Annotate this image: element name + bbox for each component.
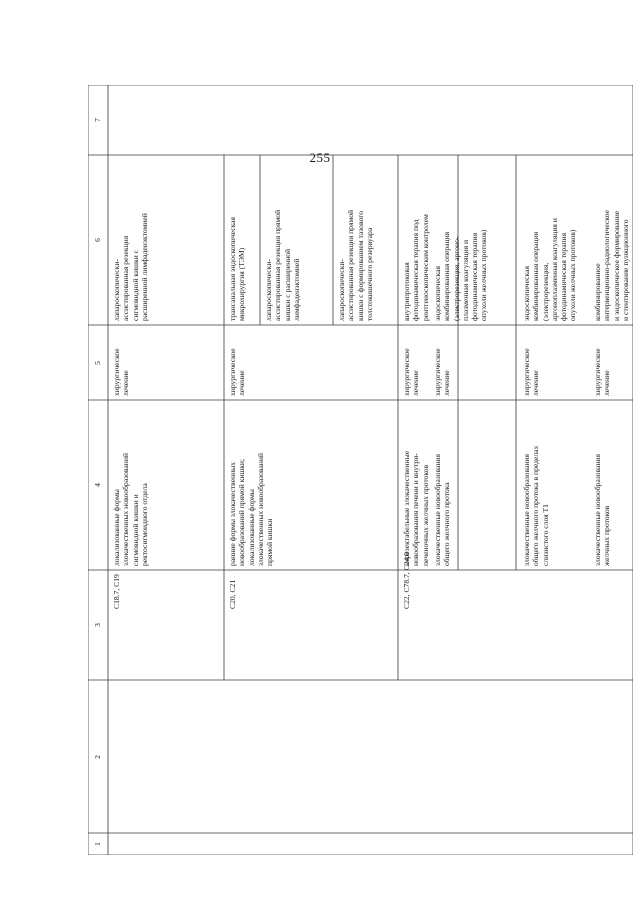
header-col-1: 1 — [93, 842, 102, 846]
treatment-text: хирургическое лечение — [593, 348, 612, 396]
header-col-2: 2 — [93, 755, 102, 759]
diagnosis-text: злокачественные новообразования желчных протоков — [593, 454, 612, 566]
diagnosis-text: локализованные формы злокачественных новообразований сигмовидной кишки и ректосигмоидного отдела — [112, 453, 149, 566]
header-col-3: 3 — [93, 623, 102, 627]
method-text: эндоскопическая комбинированная операция (электрорезекция, аргоно- плазменная коагуляция и фотодинамическая терапия опухоли желчных протоков) — [433, 229, 489, 321]
header-col-5: 5 — [93, 361, 102, 365]
treatment-text: хирургическое лечение — [522, 348, 541, 396]
diagnosis-text: нерезектабельные злокачественные новообразования печени и внутри- печеночных желчных протоков — [402, 450, 430, 566]
method-text: лапароскопически- ассистированная резекция сигмовидной кишки с расширенной лимфаденэктомией — [112, 213, 149, 321]
method-text: комбинированное интервенционно-радиологическое и эндоскопическое формирование и стентирование пункционного — [593, 210, 630, 321]
method-text: эндоскопическая комбинированная операция (электрорезекция, аргоноплазменная коагуляция и фотодинамическая терапия опухоли желчных протоков) — [522, 218, 578, 321]
header-col-6: 6 — [93, 238, 102, 242]
diagnosis-text: злокачественные новообразования общего желчного протока — [433, 454, 452, 566]
treatment-text: хирургическое лечение — [112, 348, 131, 396]
diagnosis-text: ранние формы злокачественных новообразований прямой кишки; локализованные формы злокачественных новообразований прямой кишки — [228, 453, 275, 566]
method-text: трансанальная эндоскопическая микрохирургия (ТЭМ) — [228, 216, 247, 321]
header-col-7: 7 — [93, 118, 102, 122]
icd-codes: C22, C78.7, C24.0 — [402, 552, 411, 609]
icd-codes: C20, C21 — [228, 579, 237, 609]
treatment-text: хирургическое лечение — [433, 348, 452, 396]
icd-codes: C18.7, C19 — [112, 574, 121, 609]
method-text: лапароскопически- ассистированная резекция прямой кишки с расширенной лимфаденэктомией — [264, 209, 301, 321]
method-text: лапароскопически- ассистированная резекция прямой кишки с формированием тазового толстокишечного резервуара — [337, 209, 374, 321]
rotated-table — [88, 85, 633, 855]
treatment-text: хирургическое лечение — [228, 348, 247, 396]
diagnosis-text: злокачественные новообразования общего желчного протока в пределах слизистого слоя T1 — [522, 445, 550, 566]
page-number: 255 — [309, 150, 331, 165]
header-col-4: 4 — [93, 483, 102, 487]
method-text: внутрипротоковая фотодинамическая терапия под рентгеноскопическим контролем — [402, 214, 430, 321]
treatment-text: хирургическое лечение — [402, 348, 421, 396]
